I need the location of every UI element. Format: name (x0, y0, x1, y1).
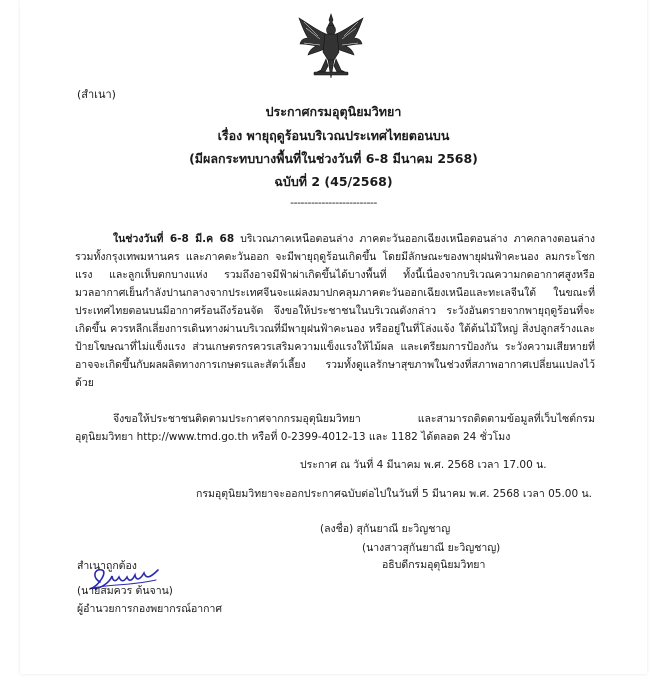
certified-copy-label: สำเนาถูกต้อง (77, 560, 137, 572)
signer-name: (นางสาวสุกันยาณี ยะวิญชาญ) (362, 542, 501, 554)
signed-line: (ลงชื่อ) สุกันยาณี ยะวิญชาญ (320, 523, 451, 535)
next-issue-note: กรมอุตุนิยมวิทยาจะออกประกาศฉบับต่อไปในวันที่ 5 มีนาคม พ.ศ. 2568 เวลา 05.00 น. (196, 488, 592, 500)
garuda-emblem-icon (296, 12, 366, 82)
certifier-title: ผู้อำนวยการกองพยากรณ์อากาศ (77, 603, 223, 615)
certifier-name: (นายสมควร ต้นจาน) (77, 585, 173, 597)
body-paragraph-1 (75, 230, 595, 392)
announcement-title: ประกาศกรมอุตุนิยมวิทยา (265, 104, 402, 119)
announcement-effect-period: (มีผลกระทบบางพื้นที่ในช่วงวันที่ 6-8 มีนาคม 2568) (189, 151, 478, 166)
announced-date: ประกาศ ณ วันที่ 4 มีนาคม พ.ศ. 2568 เวลา 17.00 น. (300, 459, 547, 471)
signer-title: อธิบดีกรมอุตุนิยมวิทยา (382, 559, 486, 571)
paragraph-text: บริเวณภาคเหนือตอนล่าง ภาคตะวันออกเฉียงเหนือตอนล่าง ภาคกลางตอนล่าง รวมทั้งกรุงเทพมหานคร และภาคตะวันออก จะมีพายุฤดูร้อนเกิดขึ้น โดยมีลักษณะของพายุฝนฟ้าคะนอง ลมกระโชกแรง และลูกเห็บตกบางแห่ง รวมถึงอาจมีฟ้าผ่าเกิดขึ้นได้บางพื้นที่ ทั้งนี้เนื่องจากบริเวณความกดอากาศสูงหรือมวลอากาศเย็นกำลังปานกลางจากประเทศจีนจะแผ่ลงมาปกคลุมภาคตะวันออกเฉียงเหนือและทะเลจีนใต้ ในขณะที่ประเทศไทยตอนบนมีอากาศร้อนถึงร้อนจัด จึงขอให้ประชาชนในบริเวณดังกล่าว ระวังอันตรายจากพายุฤดูร้อนที่จะเกิดขึ้น ควรหลีกเลี่ยงการเดินทางผ่านบริเวณที่มีพายุฝนฟ้าคะนอง หรืออยู่ในที่โล่งแจ้ง ใต้ต้นไม้ใหญ่ สิ่งปลูกสร้างและป้ายโฆษณาที่ไม่แข็งแรง ส่วนเกษตรกรควรเสริมความแข็งแรงให้ไม้ผล และเตรียมการป้องกัน ระวังความเสียหายที่อาจจะเกิดขึ้นกับผลผลิตทางการเกษตรและสัตว์เลี้ยง รวมทั้งดูแลรักษาสุขภาพในช่วงที่สภาพอากาศเปลี่ยนแปลงไว้ด้วย (75, 233, 595, 389)
copy-label: (สำเนา) (77, 88, 116, 101)
issue-number: ฉบับที่ 2 (45/2568) (274, 174, 393, 189)
title-divider: ------------------------- (290, 196, 377, 209)
announcement-subject: เรื่อง พายุฤดูร้อนบริเวณประเทศไทยตอนบน (217, 128, 450, 143)
body-paragraph-2: จึงขอให้ประชาชนติดตามประกาศจากกรมอุตุนิยมวิทยา และสามารถติดตามข้อมูลที่เว็บไซต์กรมอุตุนิยมวิทยา http://www.tmd.go.th หรือที่ 0-2399-4012-13 และ 1182 ได้ตลอด 24 ชั่วโมง (75, 413, 595, 443)
paragraph-lead: ในช่วงวันที่ 6-8 มี.ค 68 (113, 233, 235, 245)
